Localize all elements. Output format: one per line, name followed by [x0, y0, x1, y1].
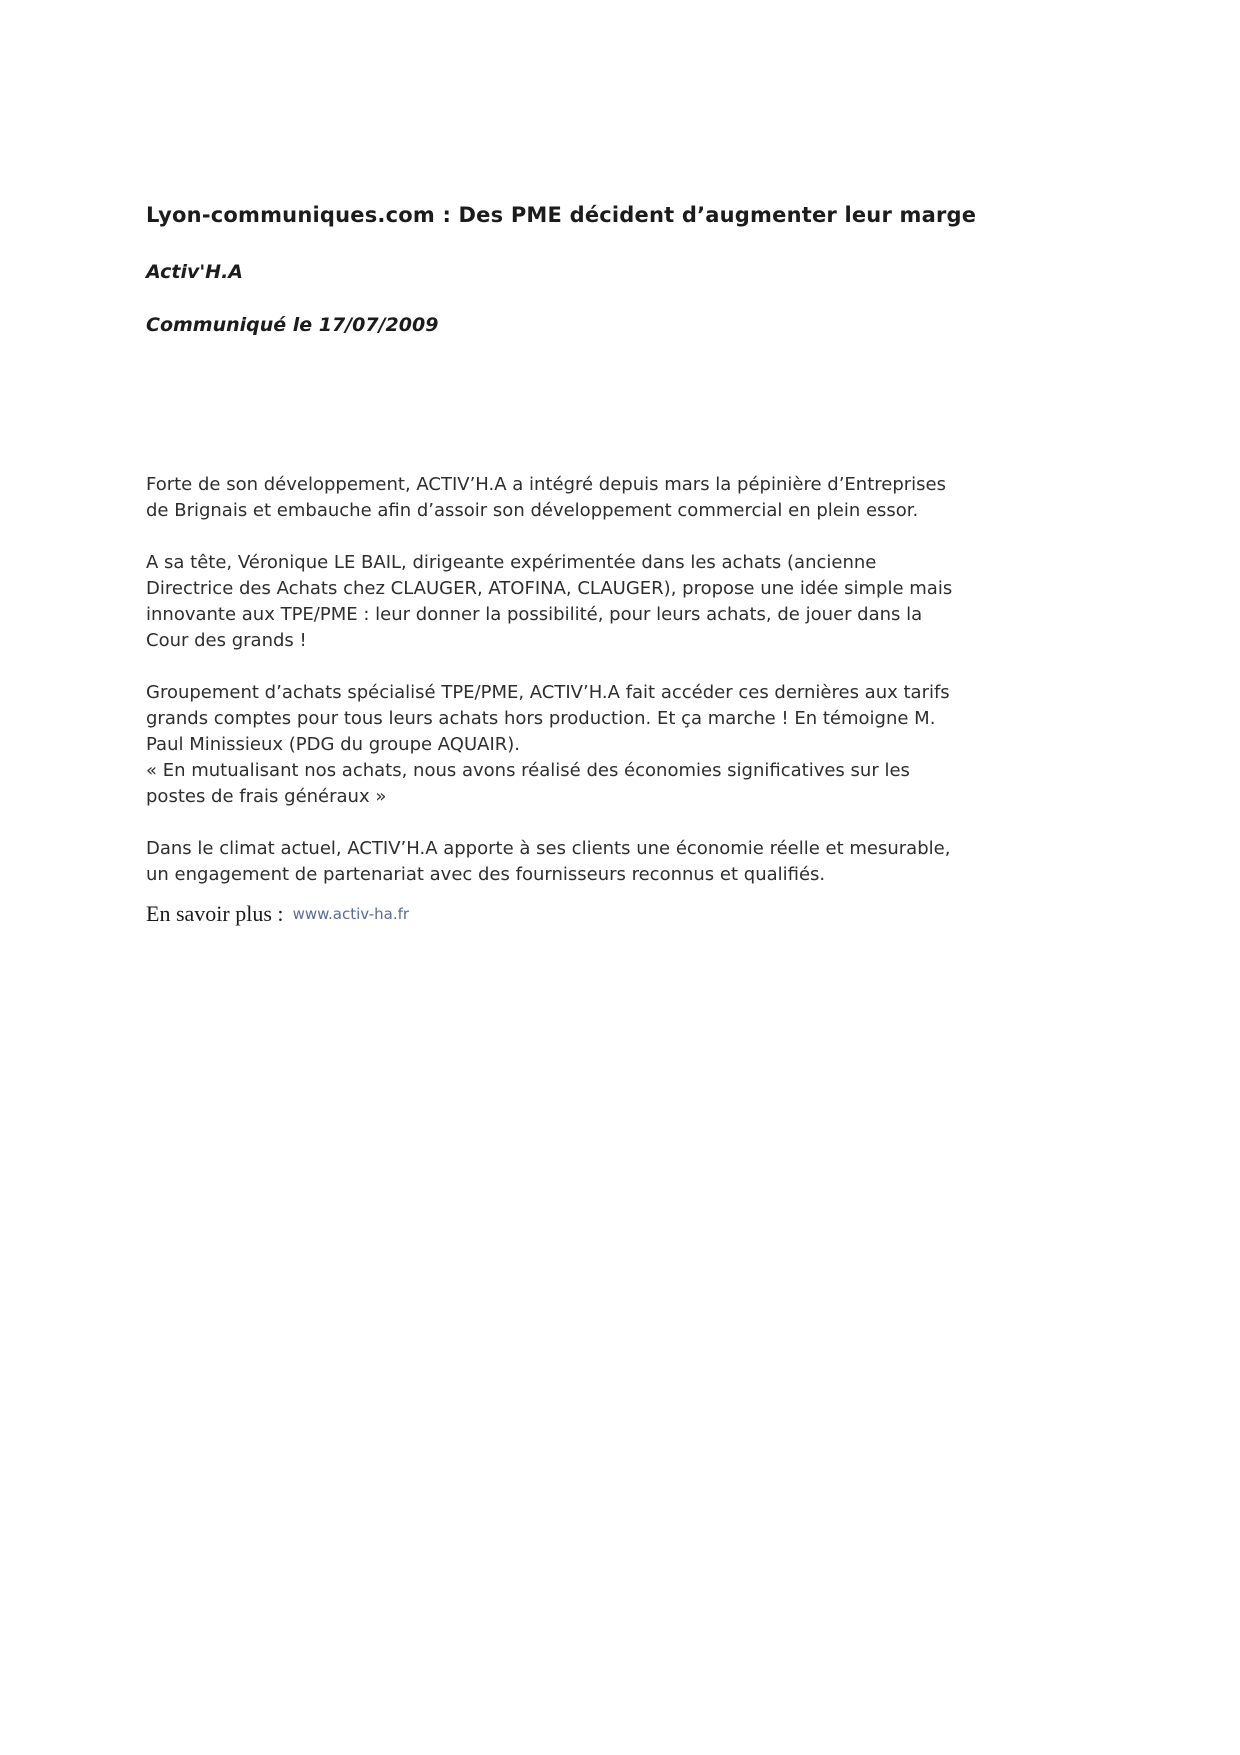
body-line: de Brignais et embauche afin d’assoir son développement commercial en plein essor.: [146, 500, 919, 521]
body-line: Paul Minissieux (PDG du groupe AQUAIR).: [146, 734, 521, 755]
body-line: Dans le climat actuel, ACTIV’H.A apporte à ses clients une économie réelle et mesurable,: [146, 838, 951, 859]
body-line: innovante aux TPE/PME : leur donner la possibilité, pour leurs achats, de jouer dans la: [146, 604, 923, 625]
page-title: Lyon-communiques.com : Des PME décident d’augmenter leur marge: [146, 203, 977, 227]
body-text: [146, 472, 952, 914]
body-line: postes de frais généraux »: [146, 786, 387, 807]
paragraph-4: [146, 836, 952, 888]
body-line: Forte de son développement, ACTIV’H.A a intégré depuis mars la pépinière d’Entreprises: [146, 474, 946, 495]
more-info-line: [146, 901, 409, 927]
date-line: Communiqué le 17/07/2009: [146, 314, 439, 336]
body-line: Groupement d’achats spécialisé TPE/PME, ACTIV’H.A fait accéder ces dernières aux tarifs: [146, 682, 950, 703]
paragraph-2: [146, 550, 952, 654]
body-line: grands comptes pour tous leurs achats hors production. Et ça marche ! En témoigne M.: [146, 708, 936, 729]
body-line: A sa tête, Véronique LE BAIL, dirigeante expérimentée dans les achats (ancienne: [146, 552, 877, 573]
company-name: Activ'H.A: [146, 261, 244, 283]
body-line: « En mutualisant nos achats, nous avons réalisé des économies significatives sur les: [146, 760, 910, 781]
body-line: Directrice des Achats chez CLAUGER, ATOFINA, CLAUGER), propose une idée simple mais: [146, 578, 953, 599]
paragraph-3: [146, 680, 952, 810]
more-info-label: En savoir plus :: [146, 901, 284, 926]
body-line: Cour des grands !: [146, 630, 307, 651]
activ-ha-link[interactable]: www.activ-ha.fr: [292, 905, 410, 923]
body-line: un engagement de partenariat avec des fournisseurs reconnus et qualifiés.: [146, 864, 826, 885]
paragraph-1: [146, 472, 952, 524]
